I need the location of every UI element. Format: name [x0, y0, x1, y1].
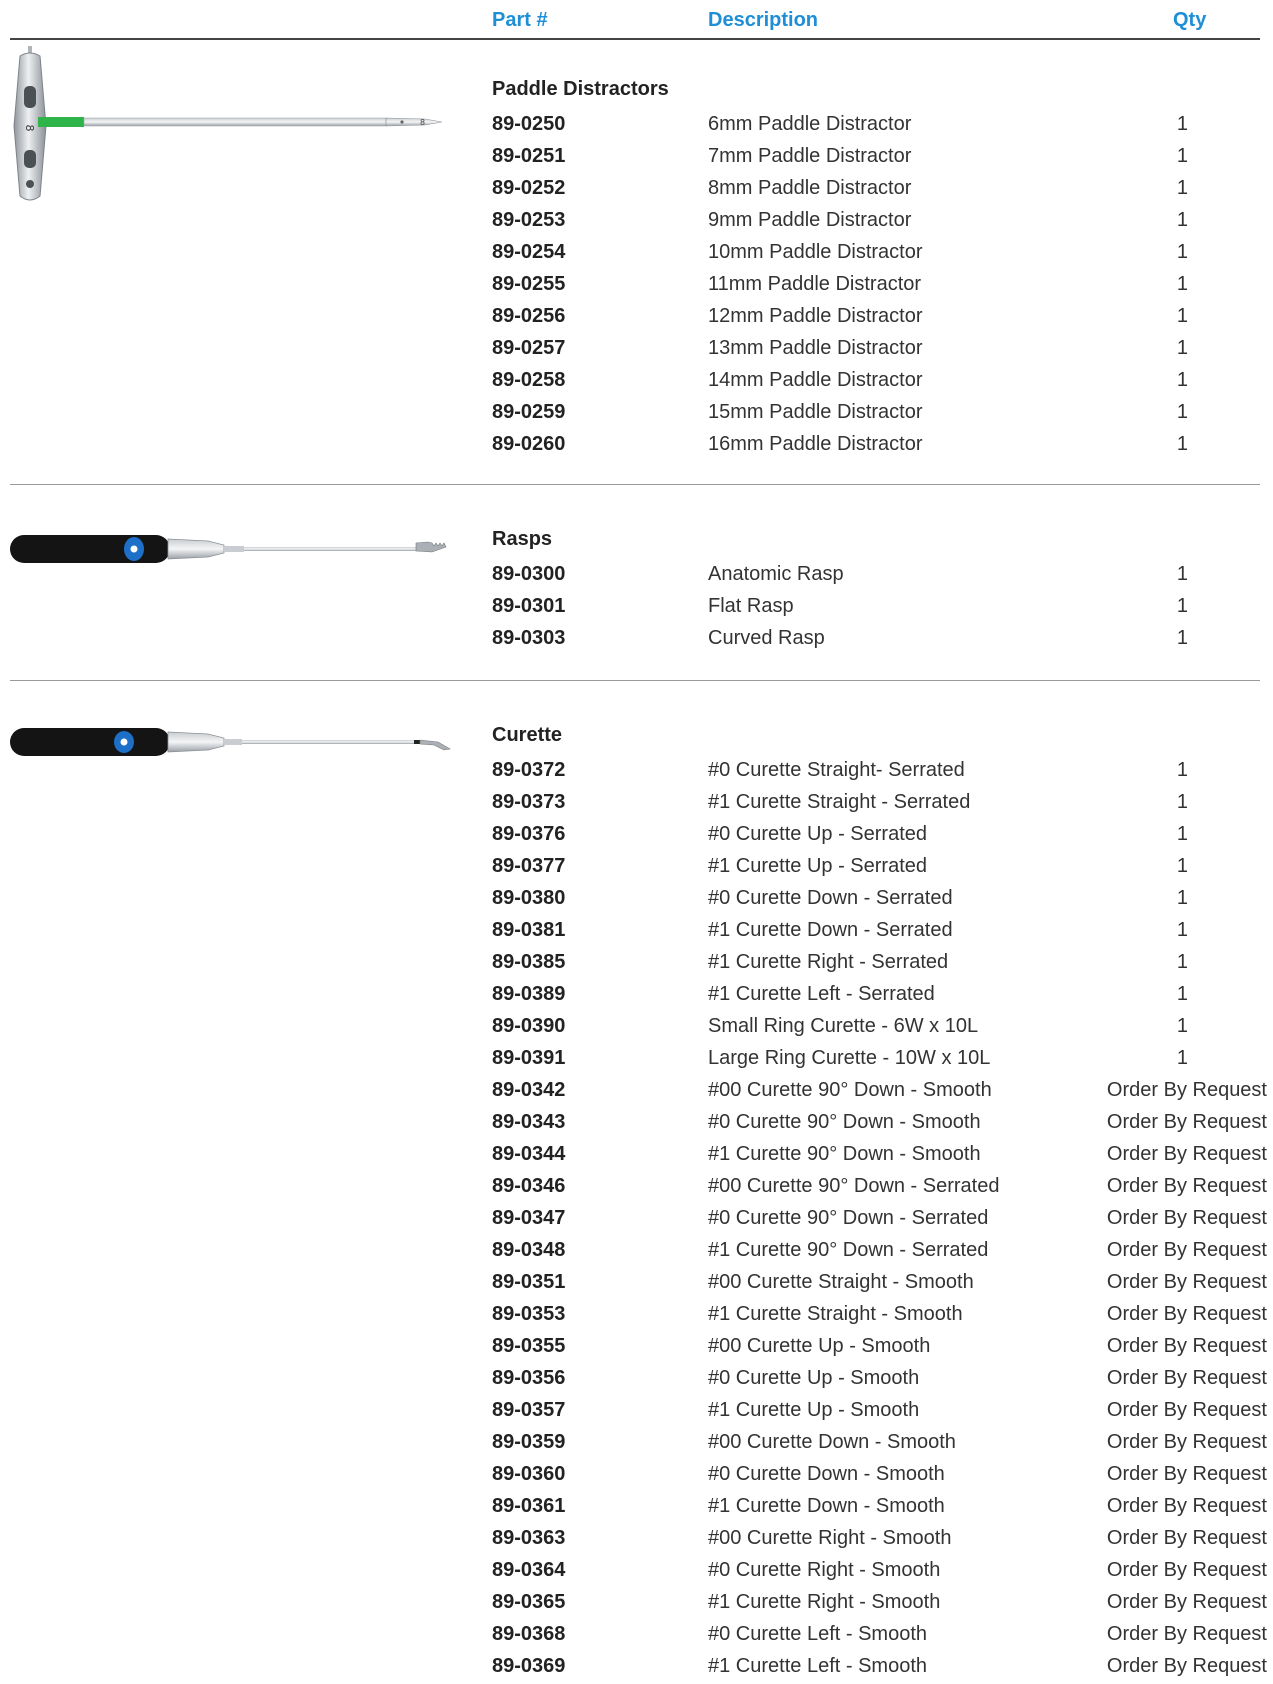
part-row	[0, 820, 1273, 852]
part-number: 89-0390	[492, 1015, 566, 1037]
part-description: 10mm Paddle Distractor	[708, 241, 923, 263]
part-quantity: Order By Request	[1106, 1559, 1267, 1581]
part-row	[0, 852, 1273, 884]
part-number: 89-0363	[492, 1527, 566, 1549]
part-description: 9mm Paddle Distractor	[708, 209, 912, 231]
part-quantity: Order By Request	[1106, 1367, 1267, 1389]
part-quantity: 1	[1176, 887, 1188, 909]
part-row	[0, 1012, 1273, 1044]
part-row	[0, 366, 1273, 398]
part-quantity: Order By Request	[1106, 1591, 1267, 1613]
part-quantity: Order By Request	[1106, 1655, 1267, 1677]
part-description: Curved Rasp	[708, 627, 825, 649]
part-number: 89-0368	[492, 1623, 566, 1645]
part-description: #00 Curette Down - Smooth	[708, 1431, 956, 1453]
part-row	[0, 398, 1273, 430]
part-number: 89-0365	[492, 1591, 566, 1613]
part-number: 89-0381	[492, 919, 566, 941]
part-row	[0, 1428, 1273, 1460]
part-description: Anatomic Rasp	[708, 563, 844, 585]
part-row	[0, 916, 1273, 948]
part-description: #1 Curette Left - Smooth	[708, 1655, 928, 1677]
part-quantity: Order By Request	[1106, 1463, 1267, 1485]
part-quantity: 1	[1176, 1047, 1188, 1069]
part-quantity: 1	[1176, 983, 1188, 1005]
part-quantity: 1	[1176, 563, 1188, 585]
part-number: 89-0389	[492, 983, 566, 1005]
part-number: 89-0250	[492, 113, 566, 135]
part-description: #0 Curette 90° Down - Serrated	[708, 1207, 989, 1229]
header-part-number: Part #	[492, 9, 548, 31]
part-description: #1 Curette Down - Smooth	[708, 1495, 945, 1517]
part-row	[0, 1364, 1273, 1396]
part-number: 89-0385	[492, 951, 566, 973]
part-number: 89-0372	[492, 759, 566, 781]
part-description: #00 Curette 90° Down - Serrated	[708, 1175, 1000, 1197]
parts-list	[0, 110, 1273, 462]
part-number: 89-0346	[492, 1175, 566, 1197]
part-quantity: 1	[1176, 759, 1188, 781]
part-number: 89-0348	[492, 1239, 566, 1261]
part-row	[0, 980, 1273, 1012]
part-row	[0, 270, 1273, 302]
part-number: 89-0343	[492, 1111, 566, 1133]
part-quantity: 1	[1176, 337, 1188, 359]
part-row	[0, 1140, 1273, 1172]
part-description: #00 Curette Up - Smooth	[708, 1335, 931, 1357]
part-description: #0 Curette Up - Smooth	[708, 1367, 920, 1389]
part-number: 89-0344	[492, 1143, 566, 1165]
part-row	[0, 1492, 1273, 1524]
part-description: #1 Curette 90° Down - Smooth	[708, 1143, 981, 1165]
part-row	[0, 1044, 1273, 1076]
part-quantity: 1	[1176, 433, 1188, 455]
part-row	[0, 206, 1273, 238]
part-quantity: Order By Request	[1106, 1495, 1267, 1517]
part-row	[0, 174, 1273, 206]
header-divider	[10, 38, 1260, 40]
part-row	[0, 334, 1273, 366]
part-row	[0, 142, 1273, 174]
part-number: 89-0347	[492, 1207, 566, 1229]
part-row	[0, 1076, 1273, 1108]
part-description: #0 Curette Down - Serrated	[708, 887, 953, 909]
part-row	[0, 238, 1273, 270]
part-description: Large Ring Curette - 10W x 10L	[708, 1047, 991, 1069]
part-number: 89-0256	[492, 305, 566, 327]
part-row	[0, 1524, 1273, 1556]
part-number: 89-0259	[492, 401, 566, 423]
part-description: #0 Curette Straight- Serrated	[708, 759, 965, 781]
part-row	[0, 1172, 1273, 1204]
part-row	[0, 560, 1273, 592]
part-quantity: 1	[1176, 791, 1188, 813]
part-quantity: Order By Request	[1106, 1335, 1267, 1357]
part-quantity: Order By Request	[1106, 1399, 1267, 1421]
parts-list	[0, 560, 1273, 656]
part-number: 89-0355	[492, 1335, 566, 1357]
part-number: 89-0369	[492, 1655, 566, 1677]
part-row	[0, 756, 1273, 788]
part-number: 89-0360	[492, 1463, 566, 1485]
part-description: 7mm Paddle Distractor	[708, 145, 912, 167]
part-description: #0 Curette Up - Serrated	[708, 823, 927, 845]
part-number: 89-0251	[492, 145, 566, 167]
part-number: 89-0255	[492, 273, 566, 295]
part-description: #0 Curette Right - Smooth	[708, 1559, 941, 1581]
part-number: 89-0253	[492, 209, 566, 231]
part-quantity: 1	[1176, 823, 1188, 845]
part-row	[0, 1460, 1273, 1492]
part-row	[0, 624, 1273, 656]
part-quantity: Order By Request	[1106, 1143, 1267, 1165]
part-row	[0, 1588, 1273, 1620]
part-quantity: Order By Request	[1106, 1623, 1267, 1645]
part-row	[0, 1236, 1273, 1268]
part-number: 89-0359	[492, 1431, 566, 1453]
part-description: 11mm Paddle Distractor	[708, 273, 922, 295]
part-quantity: 1	[1176, 145, 1188, 167]
part-row	[0, 1652, 1273, 1684]
part-row	[0, 948, 1273, 980]
part-quantity: 1	[1176, 209, 1188, 231]
section-title: Rasps	[492, 528, 553, 550]
section-divider	[10, 680, 1260, 681]
part-number: 89-0356	[492, 1367, 566, 1389]
part-quantity: Order By Request	[1106, 1303, 1267, 1325]
part-row	[0, 788, 1273, 820]
table-header	[0, 0, 1273, 40]
part-number: 89-0376	[492, 823, 566, 845]
part-row	[0, 592, 1273, 624]
part-number: 89-0254	[492, 241, 566, 263]
part-number: 89-0353	[492, 1303, 566, 1325]
svg-text:8: 8	[420, 118, 426, 127]
part-row	[0, 1620, 1273, 1652]
part-description: #1 Curette Right - Serrated	[708, 951, 949, 973]
part-description: #1 Curette 90° Down - Serrated	[708, 1239, 989, 1261]
part-quantity: Order By Request	[1106, 1527, 1267, 1549]
part-number: 89-0301	[492, 595, 566, 617]
part-number: 89-0300	[492, 563, 566, 585]
part-row	[0, 884, 1273, 916]
part-description: #1 Curette Straight - Smooth	[708, 1303, 963, 1325]
part-number: 89-0364	[492, 1559, 566, 1581]
part-quantity: 1	[1176, 305, 1188, 327]
part-row	[0, 302, 1273, 334]
part-description: 12mm Paddle Distractor	[708, 305, 923, 327]
part-quantity: Order By Request	[1106, 1175, 1267, 1197]
part-row	[0, 1300, 1273, 1332]
part-quantity: 1	[1176, 1015, 1188, 1037]
part-quantity: 1	[1176, 595, 1188, 617]
part-quantity: Order By Request	[1106, 1271, 1267, 1293]
part-number: 89-0303	[492, 627, 566, 649]
part-description: #1 Curette Right - Smooth	[708, 1591, 941, 1613]
svg-text:8: 8	[23, 124, 36, 132]
part-number: 89-0257	[492, 337, 566, 359]
part-description: #0 Curette 90° Down - Smooth	[708, 1111, 981, 1133]
part-description: 8mm Paddle Distractor	[708, 177, 912, 199]
part-row	[0, 1268, 1273, 1300]
part-description: Flat Rasp	[708, 595, 794, 617]
part-number: 89-0373	[492, 791, 566, 813]
part-number: 89-0391	[492, 1047, 566, 1069]
part-quantity: 1	[1176, 401, 1188, 423]
part-row	[0, 430, 1273, 462]
part-description: Small Ring Curette - 6W x 10L	[708, 1015, 979, 1037]
section-title: Paddle Distractors	[492, 78, 669, 100]
part-row	[0, 110, 1273, 142]
section-divider	[10, 484, 1260, 485]
part-quantity: 1	[1176, 177, 1188, 199]
section-title: Curette	[492, 724, 563, 746]
part-quantity: 1	[1176, 919, 1188, 941]
part-quantity: Order By Request	[1106, 1431, 1267, 1453]
header-quantity: Qty	[1173, 9, 1207, 31]
part-quantity: 1	[1176, 855, 1188, 877]
part-quantity: 1	[1176, 113, 1188, 135]
part-quantity: Order By Request	[1106, 1111, 1267, 1133]
part-number: 89-0361	[492, 1495, 566, 1517]
part-quantity: 1	[1176, 273, 1188, 295]
part-description: #00 Curette Straight - Smooth	[708, 1271, 974, 1293]
part-quantity: 1	[1176, 951, 1188, 973]
part-description: 16mm Paddle Distractor	[708, 433, 923, 455]
part-description: #0 Curette Left - Smooth	[708, 1623, 928, 1645]
part-description: #1 Curette Straight - Serrated	[708, 791, 971, 813]
part-quantity: Order By Request	[1106, 1239, 1267, 1261]
part-number: 89-0342	[492, 1079, 566, 1101]
part-description: #00 Curette 90° Down - Smooth	[708, 1079, 992, 1101]
part-number: 89-0351	[492, 1271, 566, 1293]
part-row	[0, 1556, 1273, 1588]
part-number: 89-0252	[492, 177, 566, 199]
part-row	[0, 1204, 1273, 1236]
parts-list	[0, 756, 1273, 1684]
part-row	[0, 1332, 1273, 1364]
part-description: #00 Curette Right - Smooth	[708, 1527, 952, 1549]
part-description: #0 Curette Down - Smooth	[708, 1463, 945, 1485]
part-row	[0, 1108, 1273, 1140]
header-description: Description	[708, 9, 819, 31]
part-quantity: Order By Request	[1106, 1079, 1267, 1101]
part-description: 13mm Paddle Distractor	[708, 337, 923, 359]
part-description: 15mm Paddle Distractor	[708, 401, 923, 423]
part-quantity: Order By Request	[1106, 1207, 1267, 1229]
part-number: 89-0380	[492, 887, 566, 909]
part-quantity: 1	[1176, 627, 1188, 649]
part-description: #1 Curette Left - Serrated	[708, 983, 935, 1005]
part-description: 14mm Paddle Distractor	[708, 369, 923, 391]
part-quantity: 1	[1176, 369, 1188, 391]
part-description: #1 Curette Down - Serrated	[708, 919, 953, 941]
part-row	[0, 1396, 1273, 1428]
part-quantity: 1	[1176, 241, 1188, 263]
part-description: #1 Curette Up - Serrated	[708, 855, 927, 877]
part-number: 89-0260	[492, 433, 566, 455]
part-number: 89-0377	[492, 855, 566, 877]
part-number: 89-0357	[492, 1399, 566, 1421]
part-number: 89-0258	[492, 369, 566, 391]
part-description: #1 Curette Up - Smooth	[708, 1399, 920, 1421]
part-description: 6mm Paddle Distractor	[708, 113, 912, 135]
